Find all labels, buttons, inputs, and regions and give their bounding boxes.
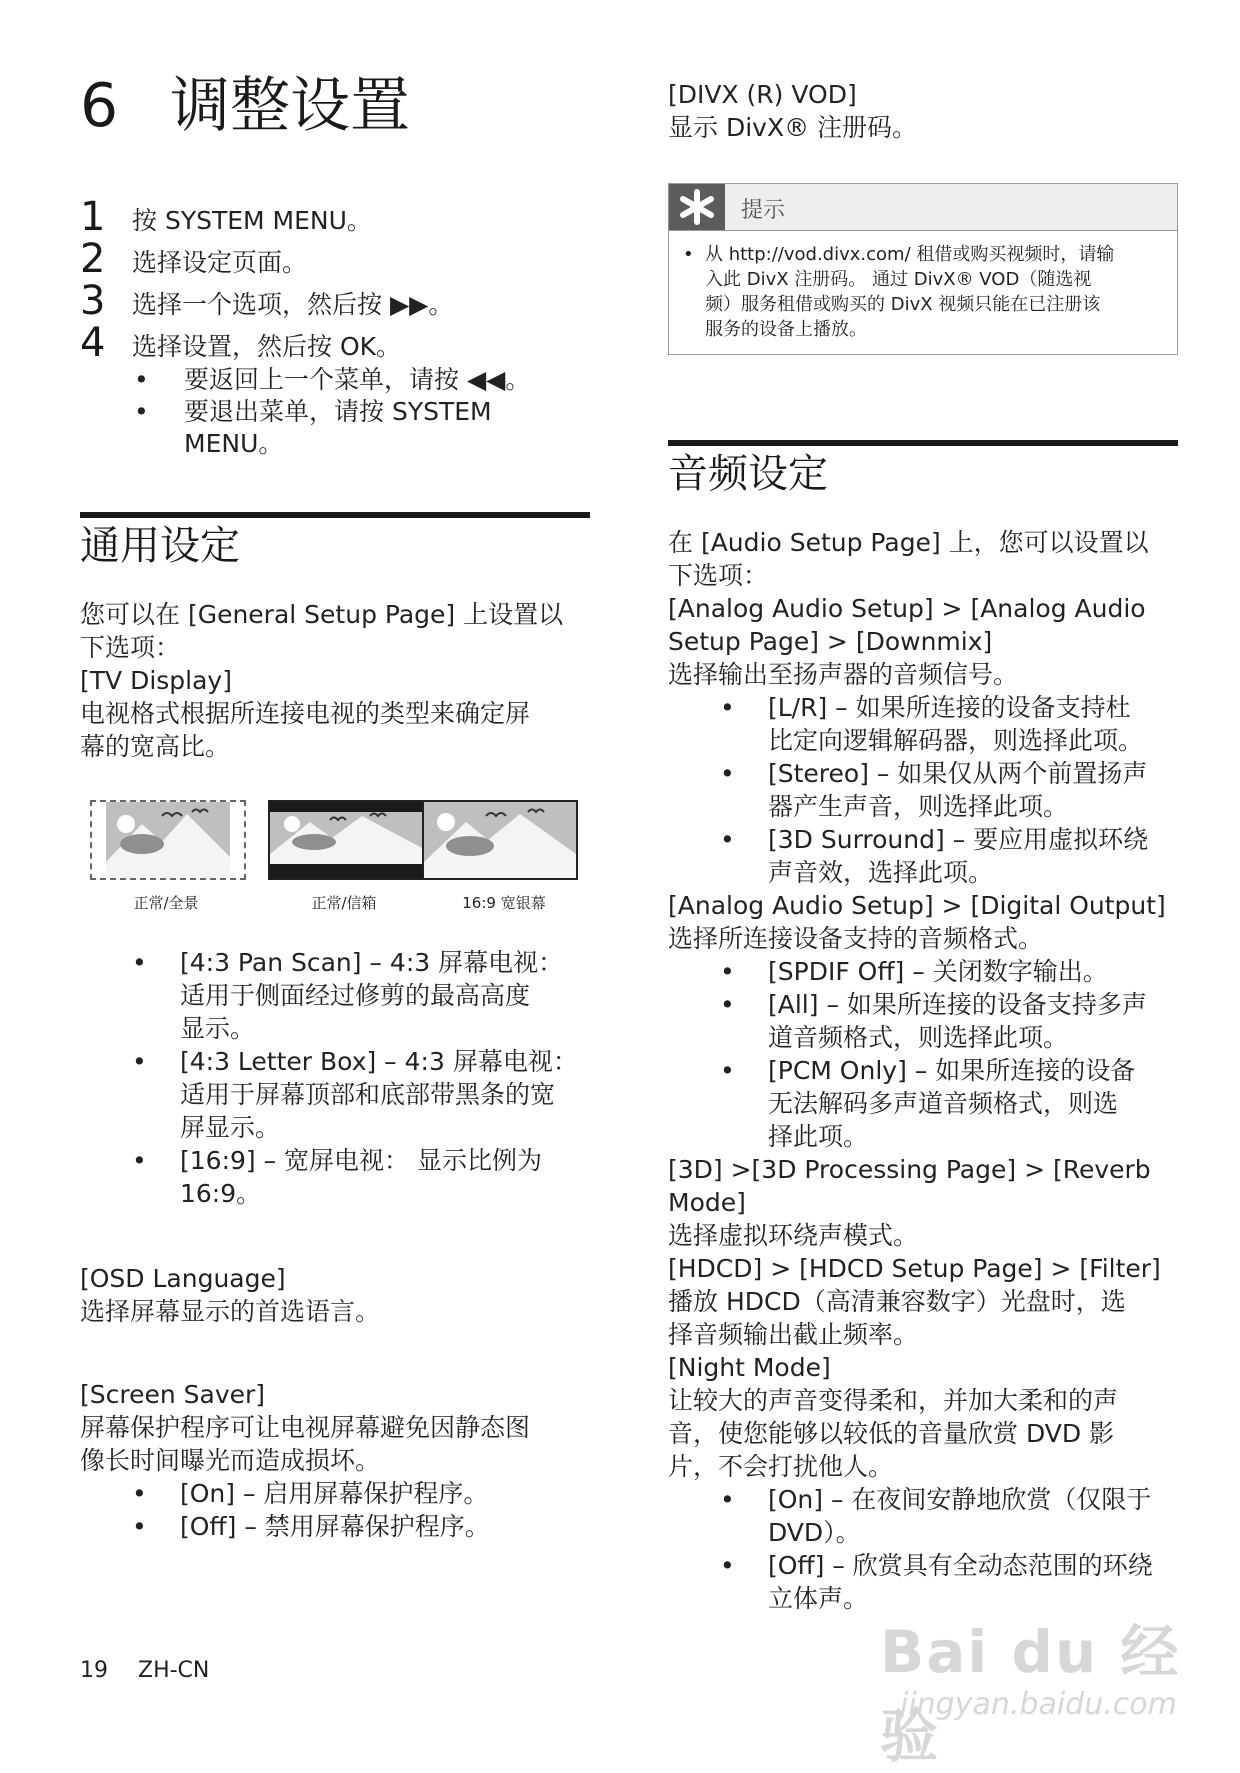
- step-item: [80, 280, 590, 322]
- step-text: 按 SYSTEM MENU。: [132, 206, 372, 235]
- line: 入此 DivX 注册码。 通过 DivX® VOD（随选视: [705, 269, 1092, 290]
- line: 从 http://vod.divx.com/ 租借或购买视频时，请输: [705, 244, 1115, 265]
- line: [Stereo] – 如果仅从两个前置扬声: [768, 759, 1148, 788]
- step-text: 选择设置，然后按 OK。: [132, 332, 402, 361]
- list-item: • [Off] – 禁用屏幕保护程序。: [80, 1510, 490, 1543]
- option-label: [OSD Language]: [80, 1264, 286, 1293]
- line: 择音频输出截止频率。: [668, 1320, 919, 1349]
- option-label: Setup Page] > [Downmix]: [668, 627, 993, 656]
- line: 选择虚拟环绕声模式。: [668, 1221, 919, 1250]
- chapter-heading: [80, 70, 410, 142]
- list-item: [668, 691, 1148, 757]
- line: 下选项：: [80, 633, 181, 662]
- line: 幕的宽高比。: [80, 732, 231, 761]
- step-item: [80, 196, 590, 238]
- option-label: [DIVX (R) VOD]: [668, 80, 857, 109]
- line: 播放 HDCD（高清兼容数字）光盘时，选: [668, 1287, 1126, 1316]
- step-text: 选择一个选项，然后按 ▶▶。: [132, 290, 454, 319]
- option-label: [Analog Audio Setup] > [Digital Output]: [668, 891, 1166, 920]
- digital-output-block: [668, 889, 1178, 955]
- digital-output-options: [668, 955, 1147, 1153]
- list-item: [668, 988, 1147, 1054]
- list-item: • 要返回上一个菜单，请按 ◀◀。: [134, 364, 590, 396]
- steps-list: [80, 196, 590, 460]
- line: 器产生声音，则选择此项。: [768, 792, 1069, 821]
- tip-asterisk-icon: [669, 184, 725, 230]
- option-label: [3D] >[3D Processing Page] > [Reverb: [668, 1155, 1151, 1184]
- line: 适用于屏幕顶部和底部带黑条的宽: [180, 1080, 556, 1109]
- option-label: [Night Mode]: [668, 1353, 831, 1382]
- list-item: [668, 955, 1147, 988]
- option-label: Mode]: [668, 1188, 746, 1217]
- night-mode-options: [668, 1483, 1153, 1615]
- line: 屏显示。: [180, 1113, 281, 1142]
- page-number: 19: [80, 1658, 108, 1683]
- line: [All] – 如果所连接的设备支持多声: [768, 990, 1147, 1019]
- line: MENU。: [184, 429, 284, 458]
- list-item: [668, 823, 1148, 889]
- list-item: [80, 1144, 578, 1210]
- letter-box-illustration: [268, 800, 424, 880]
- line: [3D Surround] – 要应用虚拟环绕: [768, 825, 1149, 854]
- line: 道音频格式，则选择此项。: [768, 1023, 1069, 1052]
- step-number: 3: [80, 278, 106, 324]
- step-text: 选择设定页面。: [132, 248, 308, 277]
- section-title-general: 通用设定: [80, 523, 240, 569]
- step-sub-bullets: [80, 364, 590, 460]
- list-item: [134, 396, 590, 460]
- mountain-landscape-icon: [92, 802, 244, 878]
- language-code: ZH-CN: [138, 1658, 210, 1683]
- line: 无法解码多声道音频格式，则选: [768, 1089, 1119, 1118]
- line: [L/R] – 如果所连接的设备支持杜: [768, 693, 1131, 722]
- tip-text: [683, 242, 1185, 342]
- watermark-brand: Bai du 经验: [880, 1618, 1181, 1770]
- line: 频）服务租借或购买的 DivX 视频只能在已注册该: [705, 294, 1101, 315]
- tip-title: 提示: [741, 198, 786, 223]
- line: 屏幕保护程序可让电视屏幕避免因静态图: [80, 1413, 531, 1442]
- widescreen-illustration: [422, 800, 578, 880]
- line: [Off] – 欣赏具有全动态范围的环绕: [768, 1551, 1153, 1580]
- line: 让较大的声音变得柔和，并加大柔和的声: [668, 1386, 1119, 1415]
- section-title-audio: 音频设定: [668, 451, 828, 497]
- mountain-landscape-icon: [424, 802, 576, 878]
- reverb-hdcd-night-block: [668, 1153, 1178, 1483]
- section-rule: [80, 512, 590, 518]
- option-label: [TV Display]: [80, 666, 232, 695]
- baidu-watermark: [880, 1605, 1220, 1770]
- general-intro: [80, 598, 590, 763]
- line: 显示。: [180, 1014, 256, 1043]
- line: [16:9] – 宽屏电视： 显示比例为: [180, 1146, 542, 1175]
- line: DVD）。: [768, 1518, 861, 1547]
- line: 16:9。: [180, 1179, 262, 1208]
- section-rule: [668, 440, 1178, 446]
- screen-saver-options: [80, 1477, 490, 1543]
- screen-saver-block: [80, 1378, 590, 1477]
- step-item: [80, 238, 590, 280]
- page-footer: [80, 1658, 209, 1683]
- line: 在 [Audio Setup Page] 上，您可以设置以: [668, 528, 1149, 557]
- watermark-url: jingyan.baidu.com: [900, 1687, 1177, 1722]
- list-item: [668, 757, 1148, 823]
- downmix-options: [668, 691, 1148, 889]
- osd-language-block: [80, 1262, 590, 1328]
- mountain-landscape-icon: [270, 802, 422, 878]
- line: 声音效，选择此项。: [768, 858, 994, 887]
- step-number: 4: [80, 320, 106, 366]
- line: 片，不会打扰他人。: [668, 1452, 894, 1481]
- list-item: [80, 1045, 578, 1144]
- line: [PCM Only] – 如果所连接的设备: [768, 1056, 1136, 1085]
- line: 电视格式根据所连接电视的类型来确定屏: [80, 699, 531, 728]
- line: 要退出菜单，请按 SYSTEM: [184, 397, 492, 426]
- pan-scan-illustration: [90, 800, 246, 880]
- list-item: [80, 946, 578, 1045]
- caption-widescreen: 16:9 宽银幕: [462, 894, 546, 912]
- tip-header: [669, 184, 1177, 231]
- caption-letter-box: 正常/信箱: [311, 894, 377, 912]
- option-label: [HDCD] > [HDCD Setup Page] > [Filter]: [668, 1254, 1161, 1283]
- line: 比定向逻辑解码器，则选择此项。: [768, 726, 1144, 755]
- line: 音，使您能够以较低的音量欣赏 DVD 影: [668, 1419, 1115, 1448]
- tv-display-options: [80, 946, 578, 1210]
- line: 像长时间曝光而造成损坏。: [80, 1446, 381, 1475]
- line: 立体声。: [768, 1584, 869, 1613]
- step-item: [80, 322, 590, 364]
- line: 择此项。: [768, 1122, 869, 1151]
- list-item: [668, 1483, 1153, 1549]
- option-label: [Analog Audio Setup] > [Analog Audio: [668, 594, 1146, 623]
- line: 选择输出至扬声器的音频信号。: [668, 660, 1019, 689]
- line: [SPDIF Off] – 关闭数字输出。: [768, 957, 1108, 986]
- option-label: [Screen Saver]: [80, 1380, 266, 1409]
- line: [4:3 Pan Scan] – 4:3 屏幕电视：: [180, 948, 564, 977]
- audio-intro-block: [668, 526, 1178, 691]
- line: [On] – 在夜间安静地欣赏（仅限于: [768, 1485, 1152, 1514]
- step-number: 2: [80, 236, 106, 282]
- chapter-title: 调整设置: [170, 71, 410, 141]
- line: 下选项：: [668, 561, 769, 590]
- line: 服务的设备上播放。: [705, 319, 867, 340]
- tv-format-illustrations: [80, 800, 590, 910]
- caption-pan-scan: 正常/全景: [133, 894, 199, 912]
- divx-block: [668, 78, 1178, 144]
- step-number: 1: [80, 194, 106, 240]
- chapter-number: 6: [80, 71, 119, 141]
- line: [4:3 Letter Box] – 4:3 屏幕电视：: [180, 1047, 578, 1076]
- list-item: • [On] – 启用屏幕保护程序。: [80, 1477, 490, 1510]
- tip-box: [668, 183, 1178, 355]
- line: 选择屏幕显示的首选语言。: [80, 1297, 381, 1326]
- line: 适用于侧面经过修剪的最高高度: [180, 981, 531, 1010]
- line: 选择所连接设备支持的音频格式。: [668, 924, 1044, 953]
- line: 您可以在 [General Setup Page] 上设置以: [80, 600, 564, 629]
- line: 显示 DivX® 注册码。: [668, 113, 918, 142]
- list-item: [668, 1054, 1147, 1153]
